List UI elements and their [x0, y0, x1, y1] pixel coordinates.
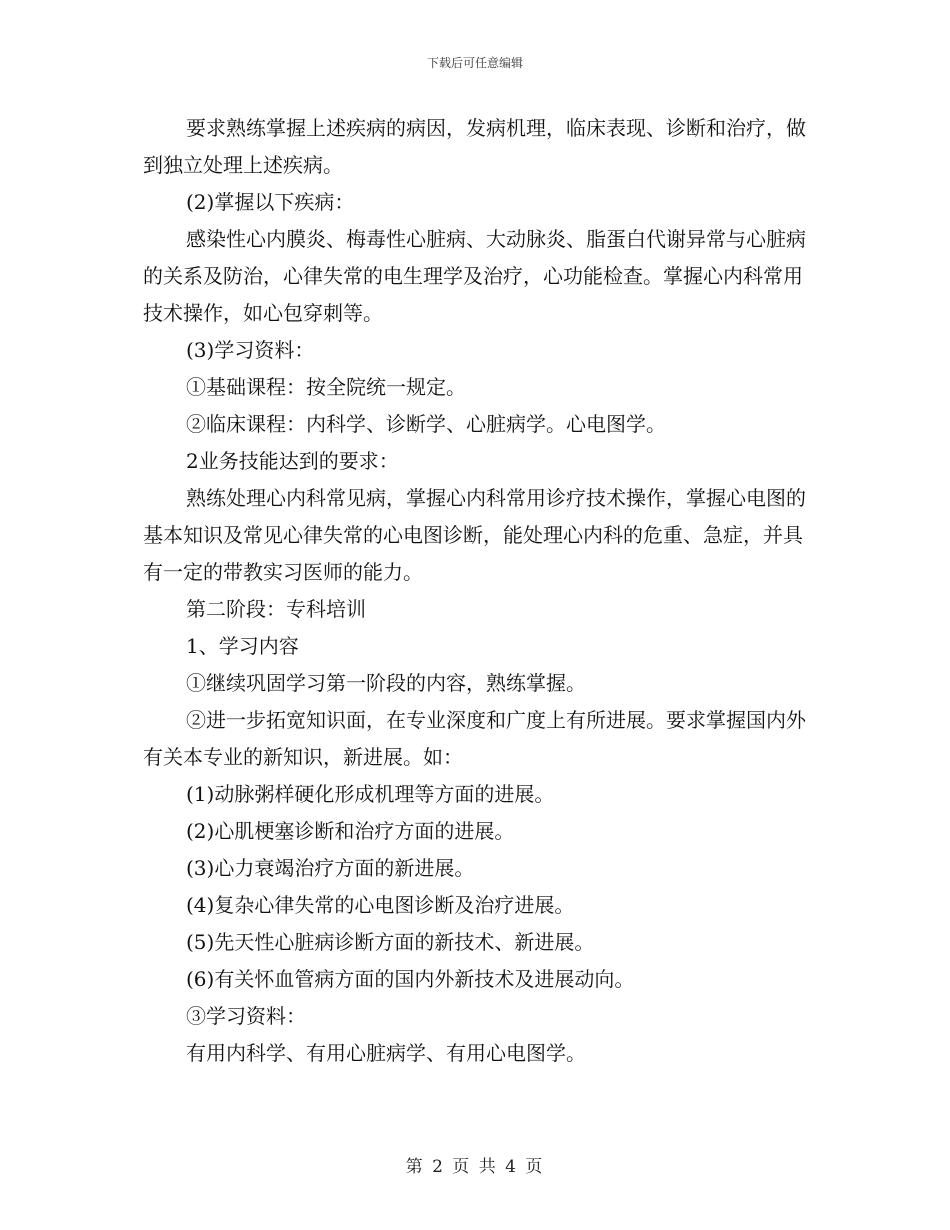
paragraph: ②进一步拓宽知识面，在专业深度和广度上有所进展。要求掌握国内外有关本专业的新知识，新进展。如：	[143, 708, 806, 769]
page-number: 第 2 页 共 4 页	[405, 1157, 545, 1177]
list-item: (2)心肌梗塞诊断和治疗方面的进展。	[186, 819, 515, 843]
list-item: (4)复杂心律失常的心电图诊断及治疗进展。	[186, 893, 575, 917]
paragraph: 2业务技能达到的要求：	[186, 449, 399, 473]
paragraph: ①继续巩固学习第一阶段的内容，熟练掌握。	[186, 671, 586, 695]
paragraph: ②临床课程：内科学、诊断学、心脏病学。心电图学。	[186, 412, 666, 436]
page-header: 下载后可任意编辑	[426, 56, 523, 70]
paragraph: ①基础课程：按全院统一规定。	[186, 375, 466, 399]
document-body	[143, 110, 811, 1072]
paragraph: 感染性心内膜炎、梅毒性心脏病、大动脉炎、脂蛋白代谢异常与心脏病的关系及防治，心律失常的电生理学及治疗，心功能检查。掌握心内科常用技术操作，如心包穿刺等。	[143, 227, 806, 325]
list-item: (5)先天性心脏病诊断方面的新技术、新进展。	[186, 930, 595, 954]
list-item: (6)有关怀血管病方面的国内外新技术及进展动向。	[186, 967, 635, 991]
list-item: (1)动脉粥样硬化形成机理等方面的进展。	[186, 782, 555, 806]
paragraph: 有用内科学、有用心脏病学、有用心电图学。	[186, 1041, 586, 1065]
paragraph: (2)掌握以下疾病：	[186, 190, 355, 214]
paragraph: ③学习资料：	[186, 1004, 306, 1028]
paragraph: 熟练处理心内科常见病，掌握心内科常用诊疗技术操作，掌握心电图的基本知识及常见心律失常的心电图诊断，能处理心内科的危重、急症，并具有一定的带教实习医师的能力。	[143, 486, 806, 584]
paragraph: (3)学习资料：	[186, 338, 315, 362]
paragraph: 要求熟练掌握上述疾病的病因，发病机理，临床表现、诊断和治疗，做到独立处理上述疾病。	[143, 116, 806, 177]
section-heading: 第二阶段：专科培训	[186, 597, 366, 621]
paragraph: 1、学习内容	[186, 634, 299, 658]
list-item: (3)心力衰竭治疗方面的新进展。	[186, 856, 475, 880]
